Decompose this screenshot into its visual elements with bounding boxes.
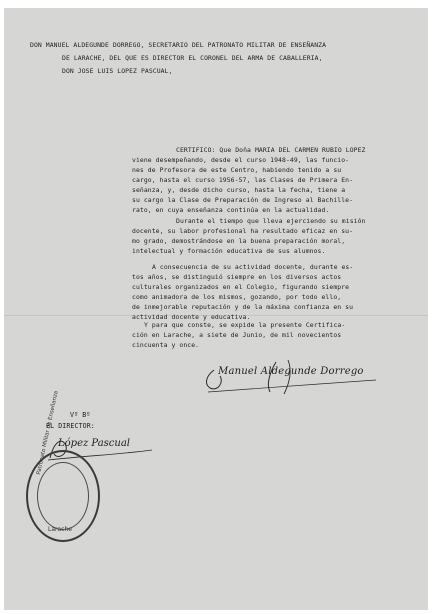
text-line: ción en Larache, a siete de Junio, de mil novecientos bbox=[132, 331, 342, 339]
text-line: viene desempeñando, desde el curso 1948-49, las funcio- bbox=[132, 156, 350, 164]
text-line: docente, su labor profesional ha resultado eficaz en su- bbox=[132, 227, 354, 235]
seal-inner-ring bbox=[37, 462, 89, 530]
text-line: señanza, y, desde dicho curso, hasta la fecha, tiene a bbox=[132, 186, 346, 194]
header-line-3: DON JOSE LUIS LOPEZ PASCUAL, bbox=[62, 67, 173, 75]
text-line: Durante el tiempo que lleva ejerciendo su misión bbox=[176, 217, 366, 225]
text-line: CERTIFICO: Que Doña MARIA DEL CARMEN RUBIO LOPEZ bbox=[176, 146, 366, 154]
director-label: EL DIRECTOR: bbox=[46, 422, 95, 430]
text-line: su cargo la Clase de Preparación de Ingreso al Bachille- bbox=[132, 196, 354, 204]
seal-city-text: Larache bbox=[48, 526, 72, 533]
director-signature-text: López Pascual bbox=[58, 438, 131, 449]
secretary-signature-text: Manuel Aldegunde Dorrego bbox=[218, 366, 364, 377]
text-line: mo grado, demostrándose en la buena preparación moral, bbox=[132, 237, 346, 245]
text-line: rato, en cuya enseñanza continúa en la actualidad. bbox=[132, 206, 330, 214]
header-line-1: DON MANUEL ALDEGUNDE DORREGO, SECRETARIO DEL PATRONATO MILITAR DE ENSEÑANZA bbox=[30, 41, 327, 49]
text-line: intelectual y formación educativa de sus alumnos. bbox=[132, 247, 326, 255]
text-line: A consecuencia de su actividad docente, durante es- bbox=[152, 263, 354, 271]
text-line: cargo, hasta el curso 1956-57, las Clases de Primera En- bbox=[132, 176, 354, 184]
document-page bbox=[4, 8, 428, 610]
secretary-signature bbox=[200, 354, 390, 398]
text-line: cincuenta y once. bbox=[132, 341, 200, 349]
text-line: como animadora de los mismos, gozando, por todo ello, bbox=[132, 293, 342, 301]
text-line: de inmejorable reputación y de la máxima confianza en su bbox=[132, 303, 354, 311]
seal-ring-text: Patronato Militar de Enseñanza bbox=[36, 390, 60, 476]
visto-bueno-label: Vº Bº bbox=[70, 411, 91, 419]
text-line: tos años, se distinguió siempre en los diversos actos bbox=[132, 273, 342, 281]
text-line: actividad docente y educativa. bbox=[132, 313, 251, 321]
text-line: culturales organizados en el Colegio, figurando siempre bbox=[132, 283, 350, 291]
text-line: nes de Profesora de este Centro, habiendo tenido a su bbox=[132, 166, 342, 174]
text-line: Y para que conste, se expide la presente Certifica- bbox=[144, 321, 346, 329]
header-line-2: DE LARACHE, DEL QUE ES DIRECTOR EL CORONEL DEL ARMA DE CABALLERIA, bbox=[62, 54, 323, 62]
